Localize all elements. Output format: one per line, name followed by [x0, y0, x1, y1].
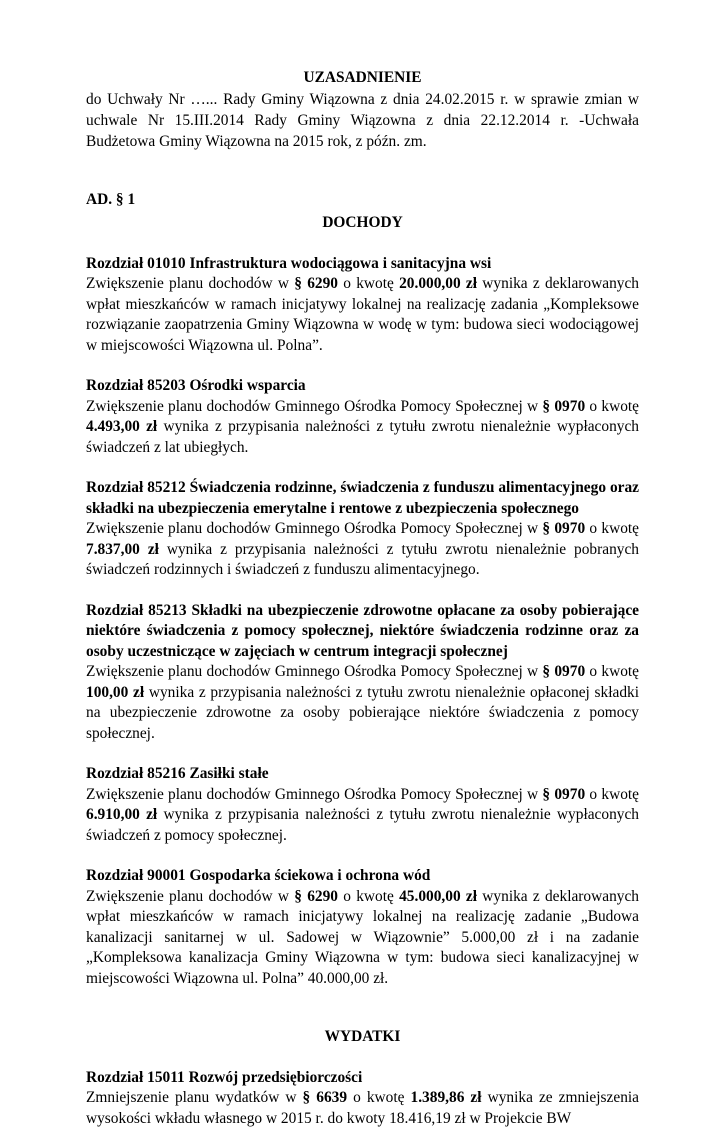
- section-heading: Rozdział 85216 Zasiłki stałe: [86, 764, 639, 785]
- section-heading: Rozdział 90001 Gospodarka ściekowa i ochrona wód: [86, 866, 639, 887]
- document-title: UZASADNIENIE: [86, 68, 639, 89]
- paragraph-code: § 0970: [542, 663, 585, 680]
- section-15011: [86, 1068, 639, 1129]
- section-body: Zwiększenie planu dochodów Gminnego Ośrodka Pomocy Społecznej w § 0970 o kwotę 100,00 zł wynika z przypisania należności z tytułu zwrotu nienależnie opłaconej składki na ubezpieczenie zdrowotne za osoby pobierające niektóre świadczenia z pomocy społecznej.: [86, 662, 639, 744]
- section-body: Zwiększenie planu dochodów w § 6290 o kwotę 20.000,00 zł wynika z deklarowanych wpłat mieszkańców w ramach inicjatywy lokalnej na realizację zadania „Kompleksowe rozwiązanie zaopatrzenia Gminy Wiązowna w wodę w tym: budowa sieci wodociągowej w miejscowości Wiązowna ul. Polna”.: [86, 274, 639, 356]
- section-heading: Rozdział 85213 Składki na ubezpieczenie zdrowotne opłacane za osoby pobierające niektóre świadczenia z pomocy społecznej, niektóre świadczenia rodzinne oraz za osoby uczestniczące w zajęciach w centrum integracji społecznej: [86, 601, 639, 663]
- section-heading: Rozdział 01010 Infrastruktura wodociągowa i sanitacyjna wsi: [86, 254, 639, 275]
- section-01010: [86, 254, 639, 357]
- amount: 1.389,86 zł: [411, 1089, 482, 1106]
- section-85203: [86, 376, 639, 458]
- section-body: Zmniejszenie planu wydatków w § 6639 o kwotę 1.389,86 zł wynika ze zmniejszenia wysokości wkładu własnego w 2015 r. do kwoty 18.416,19 zł w Projekcie BW: [86, 1088, 639, 1129]
- amount: 6.910,00 zł: [86, 806, 157, 823]
- section-heading: Rozdział 85203 Ośrodki wsparcia: [86, 376, 639, 397]
- paragraph-code: § 6290: [294, 888, 338, 905]
- section-body: Zwiększenie planu dochodów w § 6290 o kwotę 45.000,00 zł wynika z deklarowanych wpłat mieszkańców w ramach inicjatywy lokalnej na realizację zadanie „Budowa kanalizacji sanitarnej w ul. Sadowej w Wiązownie” 5.000,00 zł i na zadanie „Kompleksowa kanalizacja Gminy Wiązowna w tym: budowa sieci kanalizacyjnej w miejscowości Wiązowna ul. Polna” 40.000,00 zł.: [86, 887, 639, 990]
- section-body: Zwiększenie planu dochodów Gminnego Ośrodka Pomocy Społecznej w § 0970 o kwotę 4.493,00 zł wynika z przypisania należności z tytułu zwrotu nienależnie wypłaconych świadczeń z lat ubiegłych.: [86, 397, 639, 459]
- section-body: Zwiększenie planu dochodów Gminnego Ośrodka Pomocy Społecznej w § 0970 o kwotę 7.837,00 zł wynika z przypisania należności z tytułu zwrotu nienależnie pobranych świadczeń rodzinnych i świadczeń z funduszu alimentacyjnego.: [86, 519, 639, 581]
- income-title: DOCHODY: [86, 213, 639, 234]
- paragraph-code: § 0970: [542, 398, 585, 415]
- section-85213: [86, 601, 639, 745]
- section-85212: [86, 478, 639, 581]
- section-heading: Rozdział 15011 Rozwój przedsiębiorczości: [86, 1068, 639, 1089]
- paragraph-code: § 0970: [542, 786, 585, 803]
- amount: 20.000,00 zł: [399, 275, 477, 292]
- amount: 100,00 zł: [86, 684, 144, 701]
- paragraph-code: § 6639: [303, 1089, 348, 1106]
- section-heading: Rozdział 85212 Świadczenia rodzinne, świadczenia z funduszu alimentacyjnego oraz składki na ubezpieczenia emerytalne i rentowe z ubezpieczenia społecznego: [86, 478, 639, 519]
- amount: 45.000,00 zł: [399, 888, 477, 905]
- intro-paragraph: do Uchwały Nr …... Rady Gminy Wiązowna z dnia 24.02.2015 r. w sprawie zmian w uchwale Nr 15.III.2014 Rady Gminy Wiązowna z dnia 22.12.2014 r. -Uchwała Budżetowa Gminy Wiązowna na 2015 rok, z późn. zm.: [86, 89, 639, 152]
- ad-heading: AD. § 1: [86, 190, 639, 211]
- paragraph-code: § 6290: [294, 275, 338, 292]
- expense-title: WYDATKI: [86, 1027, 639, 1048]
- section-90001: [86, 866, 639, 989]
- paragraph-code: § 0970: [542, 520, 585, 537]
- section-body: Zwiększenie planu dochodów Gminnego Ośrodka Pomocy Społecznej w § 0970 o kwotę 6.910,00 zł wynika z przypisania należności z tytułu zwrotu nienależnie wypłaconych świadczeń z pomocy społecznej.: [86, 785, 639, 847]
- section-85216: [86, 764, 639, 846]
- amount: 4.493,00 zł: [86, 418, 157, 435]
- amount: 7.837,00 zł: [86, 541, 159, 558]
